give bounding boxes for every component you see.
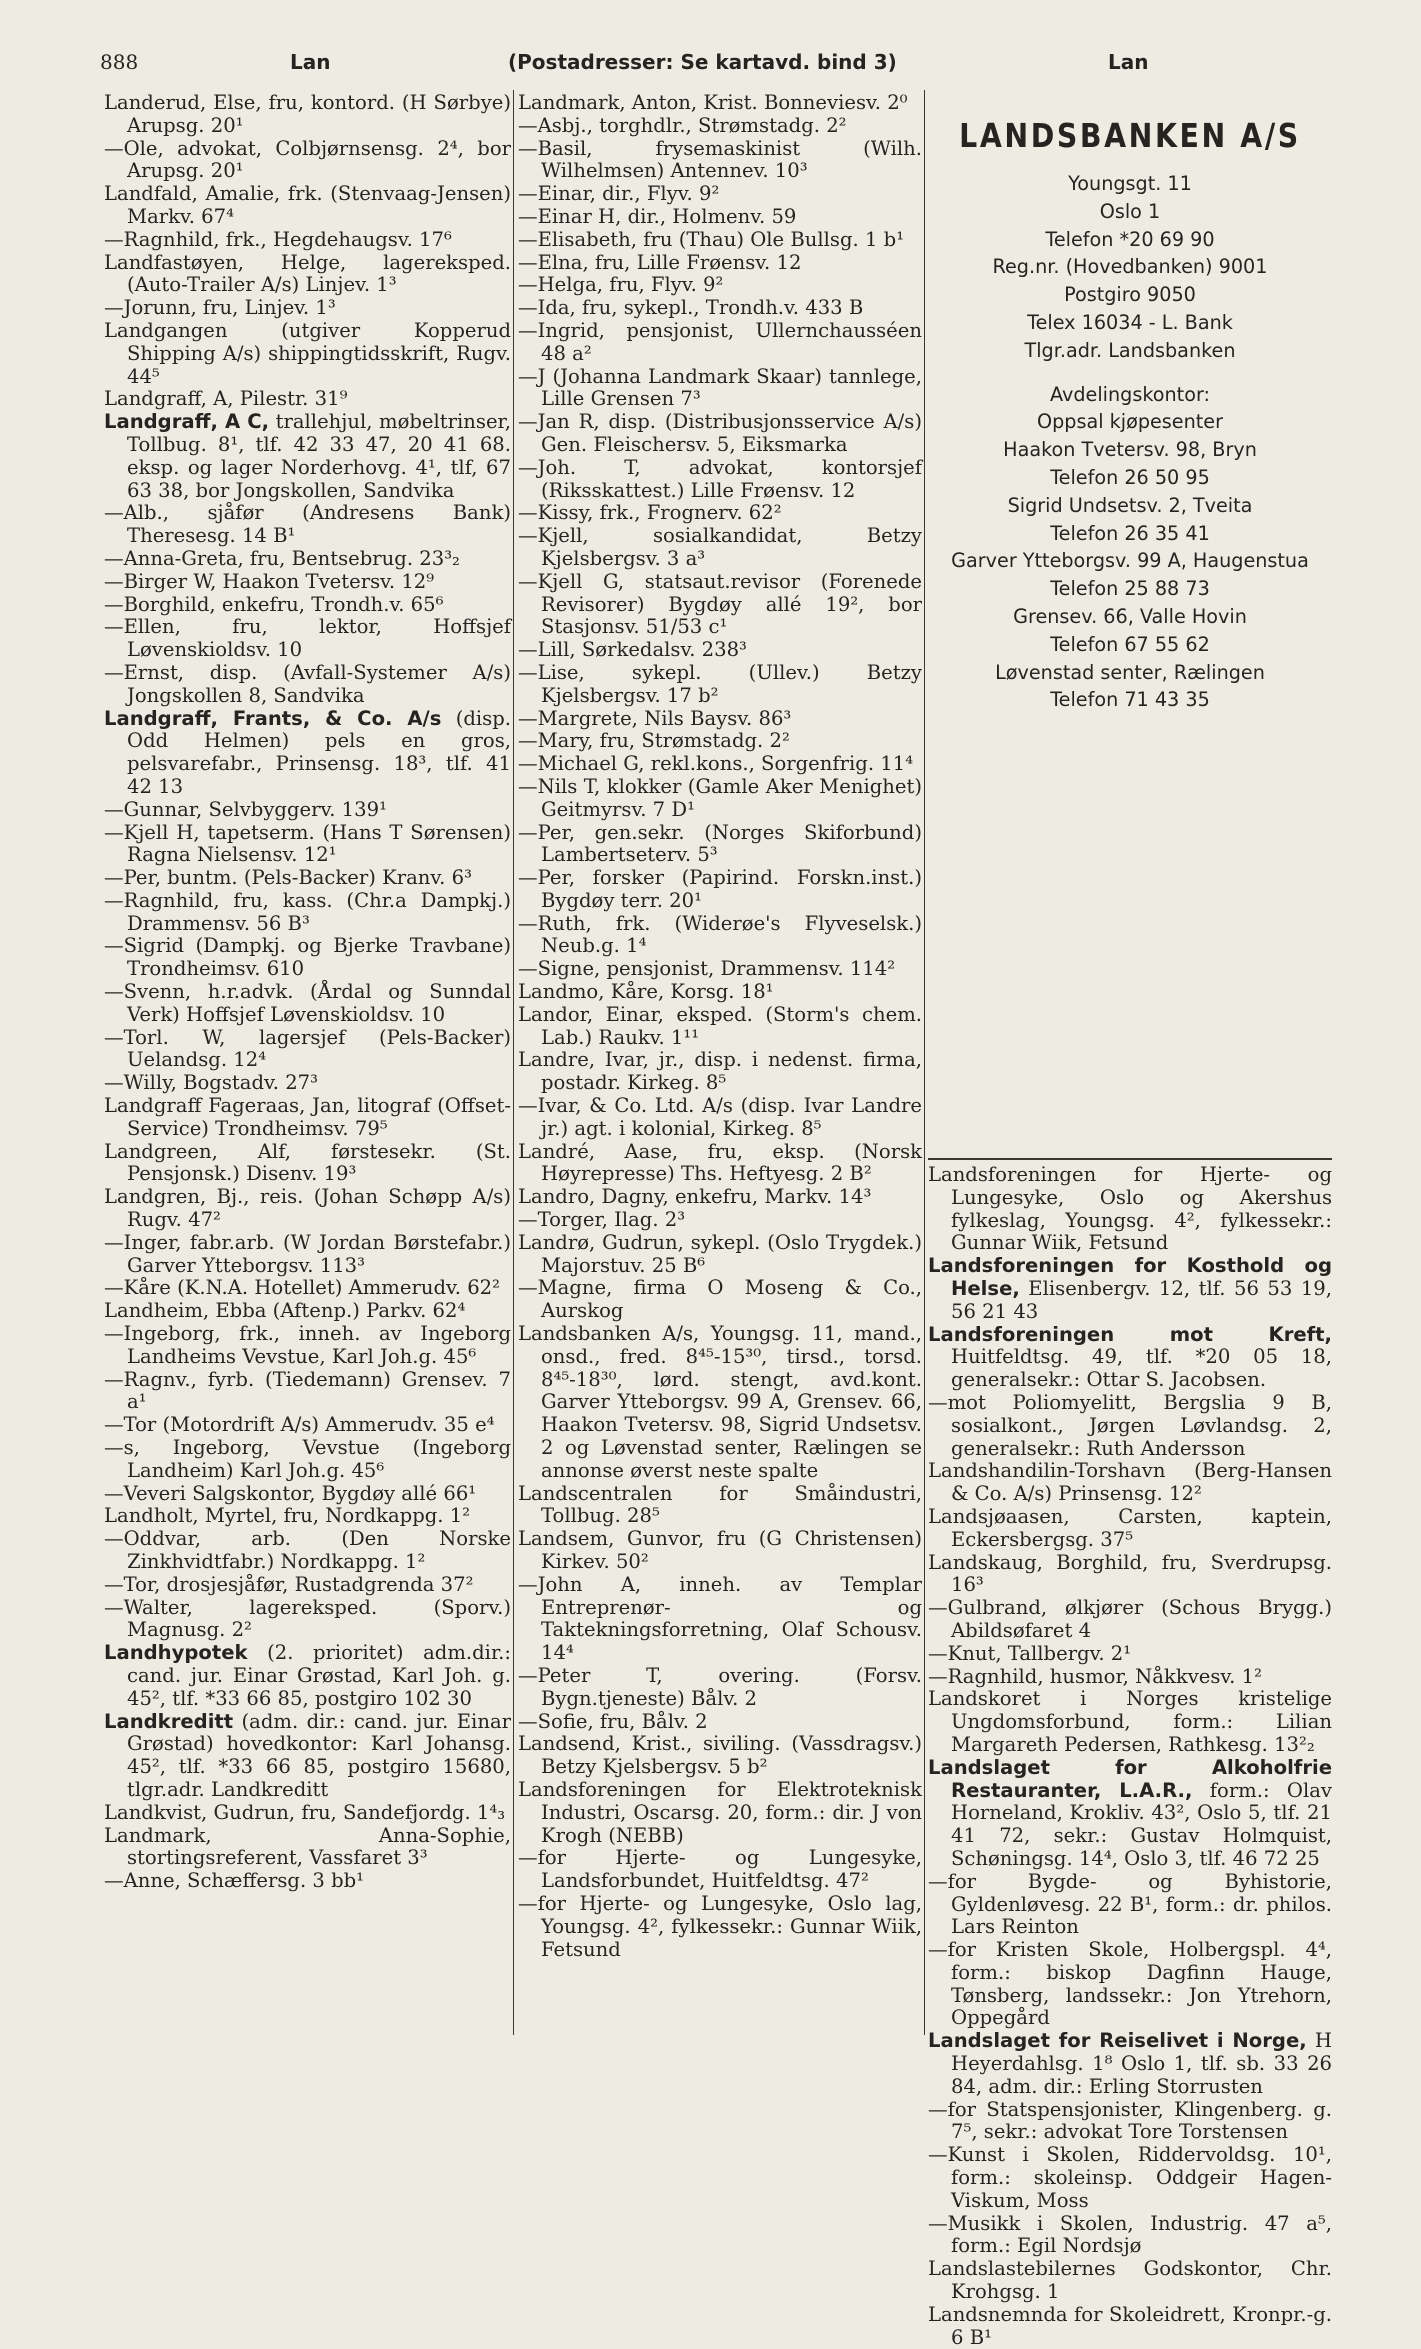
directory-entry bbox=[104, 1232, 511, 1278]
directory-entry bbox=[104, 1597, 511, 1643]
entry-text: Landmark, Anton, Krist. Bonneviesv. 2⁰ bbox=[518, 91, 908, 114]
entry-text: —for Kristen Skole, Holbergspl. 4⁴, form.: biskop Dagfinn Hauge, Tønsberg, landssekr.: Jon Ytrehorn, Oppegård bbox=[928, 1938, 1332, 2030]
entry-text: —Alb., sjåfør (Andresens Bank) Theresesg. 14 B¹ bbox=[104, 501, 511, 548]
entry-text: Landerud, Else, fru, kontord. (H Sørbye) Arupsg. 20¹ bbox=[104, 91, 511, 137]
entry-text: Landgreen, Alf, førstesekr. (St. Pensjonsk.) Disenv. 19³ bbox=[104, 1139, 511, 1186]
entry-text: —Anne, Schæffersg. 3 bb¹ bbox=[104, 1869, 365, 1893]
directory-entry bbox=[518, 297, 922, 320]
directory-entry bbox=[518, 366, 922, 412]
directory-entry bbox=[928, 1392, 1332, 1460]
ad-branch-line: Oppsal kjøpesenter bbox=[1037, 410, 1223, 434]
directory-entry bbox=[104, 1186, 511, 1232]
directory-entry bbox=[518, 662, 922, 708]
directory-entry bbox=[518, 502, 922, 525]
entry-text: Landsbanken A/s, Youngsg. 11, mand., onsd., fred. 8⁴⁵-15³⁰, tirsd., torsd. 8⁴⁵-18³⁰, lørd. stengt, avd.kont. Garver Ytteborgsv. 99 A, Grensev. 66, Haakon Tvetersv. 98, Sigrid Undsetsv. 2 og Løvenstad senter, Rælingen se annonse øverst neste spalte bbox=[518, 1322, 922, 1482]
directory-entry bbox=[518, 1095, 922, 1141]
ad-branch-line: Garver Ytteborgsv. 99 A, Haugenstua bbox=[951, 549, 1309, 573]
entry-text: Landfald, Amalie, frk. (Stenvaag-Jensen) Markv. 67⁴ bbox=[104, 182, 511, 228]
entry-text: Landskaug, Borghild, fru, Sverdrupsg. 16³ bbox=[928, 1550, 1332, 1597]
entry-text: —Torger, Ilag. 2³ bbox=[518, 1208, 686, 1232]
entry-text: —Tor, drosjesjåfør, Rustadgrenda 37² bbox=[104, 1572, 474, 1596]
directory-entry bbox=[518, 1232, 922, 1278]
ad-branch-line: Telefon 25 88 73 bbox=[1050, 577, 1210, 601]
directory-entry bbox=[104, 411, 511, 502]
ad-branches-heading: Avdelingskontor: bbox=[1050, 382, 1210, 406]
ad-branch-line: Løvenstad senter, Rælingen bbox=[995, 660, 1265, 684]
entry-text: H Heyerdahlsg. 1⁸ Oslo 1, tlf. sb. 33 26 84, adm. dir.: Erling Storrusten bbox=[951, 2029, 1332, 2098]
directory-entry bbox=[104, 708, 511, 799]
directory-entry bbox=[518, 274, 922, 297]
directory-entry bbox=[928, 2258, 1332, 2304]
directory-entry bbox=[518, 639, 922, 662]
directory-entry bbox=[104, 183, 511, 229]
entry-text: —for Bygde- og Byhistorie, Gyldenløvesg. 22 B¹, form.: dr. philos. Lars Reinton bbox=[928, 1869, 1332, 1939]
directory-entry bbox=[518, 1277, 922, 1323]
directory-entry bbox=[518, 913, 922, 959]
directory-entry bbox=[928, 1757, 1332, 1871]
entry-text: Landsforeningen for Hjerte- og Lungesyke, Oslo og Akershus fylkeslag, Youngsg. 4², fylkessekr.: Gunnar Wiik, Fetsund bbox=[928, 1163, 1332, 1255]
ad-title: LANDSBANKEN A/S bbox=[959, 116, 1301, 155]
entry-text: Landmo, Kåre, Korsg. 18¹ bbox=[518, 980, 774, 1004]
directory-entry bbox=[518, 1186, 922, 1209]
entry-text: trallehjul, møbeltrinser, Tollbug. 8¹, tlf. 42 33 47, 20 41 68. eksp. og lager Norderhovg. 4¹, tlf, 67 63 38, bor Jongskollen, Sandvika bbox=[127, 410, 511, 502]
directory-entry bbox=[104, 1300, 511, 1323]
directory-entry bbox=[518, 1711, 922, 1734]
directory-entry bbox=[104, 1642, 511, 1710]
directory-entry bbox=[104, 1277, 511, 1300]
directory-entry bbox=[104, 935, 511, 981]
entry-text: —Birger W, Haakon Tvetersv. 12⁹ bbox=[104, 569, 435, 593]
directory-entry bbox=[104, 502, 511, 548]
directory-entry bbox=[104, 1825, 511, 1871]
ad-lines bbox=[928, 170, 1332, 365]
directory-entry bbox=[518, 457, 922, 503]
entry-text: —Knut, Tallbergv. 2¹ bbox=[928, 1641, 1132, 1665]
directory-entry bbox=[104, 799, 511, 822]
entry-text: —Helga, fru, Flyv. 9² bbox=[518, 273, 724, 297]
entry-text: Landor, Einar, eksped. (Storm's chem. Lab.) Raukv. 1¹¹ bbox=[518, 1002, 922, 1049]
entry-text: Landrø, Gudrun, sykepl. (Oslo Trygdek.) Majorstuv. 25 B⁶ bbox=[518, 1230, 922, 1277]
entry-text: —Einar H, dir., Holmenv. 59 bbox=[518, 204, 797, 228]
entry-text: —Ellen, fru, lektor, Hoffsjef Løvenskioldsv. 10 bbox=[104, 615, 511, 662]
directory-entry bbox=[104, 1414, 511, 1437]
directory-entry bbox=[518, 1209, 922, 1232]
directory-entry bbox=[518, 958, 922, 981]
entry-text: —Ragnhild, fru, kass. (Chr.a Dampkj.) Drammensv. 56 B³ bbox=[104, 888, 511, 935]
directory-entry bbox=[104, 92, 511, 138]
entry-text: Landsforeningen for Elektroteknisk Industri, Oscarsg. 20, form.: dir. J von Krogh (NEBB) bbox=[518, 1777, 922, 1847]
entry-text: Landro, Dagny, enkefru, Markv. 14³ bbox=[518, 1185, 872, 1209]
ad-line: Telefon *20 69 90 bbox=[1045, 227, 1215, 251]
entry-text: —Jan R, disp. (Distribusjonsservice A/s) Gen. Fleischersv. 5, Eiksmarka bbox=[518, 410, 922, 456]
directory-entry bbox=[104, 867, 511, 890]
directory-entry bbox=[518, 708, 922, 731]
directory-entry bbox=[518, 981, 922, 1004]
entry-text: —Gunnar, Selvbyggerv. 139¹ bbox=[104, 797, 387, 821]
ad-branch-line: Telefon 26 50 95 bbox=[1050, 465, 1210, 489]
entry-text: —Musikk i Skolen, Industrig. 47 a⁵, form.: Egil Nordsjø bbox=[928, 2211, 1332, 2258]
entry-text: —Willy, Bogstadv. 27³ bbox=[104, 1071, 318, 1095]
entry-text: —Kjell, sosialkandidat, Betzy Kjelsbergsv. 3 a³ bbox=[518, 524, 922, 570]
running-head-center: (Postadresser: Se kartavd. bind 3) bbox=[508, 50, 897, 74]
entry-text: —Anna-Greta, fru, Bentsebrug. 23³₂ bbox=[104, 546, 460, 570]
entry-text: Landfastøyen, Helge, lagereksped. (Auto-Trailer A/s) Linjev. 1³ bbox=[104, 250, 511, 297]
entry-text: —Kissy, frk., Frognerv. 62² bbox=[518, 501, 782, 525]
directory-entry bbox=[518, 1779, 922, 1847]
entry-text: Landre, Ivar, jr., disp. i nedenst. firma, postadr. Kirkeg. 8⁵ bbox=[518, 1048, 922, 1095]
ad-line: Postgiro 9050 bbox=[1064, 283, 1196, 307]
directory-entry bbox=[104, 548, 511, 571]
entry-text: —Lill, Sørkedalsv. 238³ bbox=[518, 638, 747, 662]
entry-text: form.: Olav Horneland, Krokliv. 43², Oslo 5, tlf. 21 41 72, sekr.: Gustav Holmquist, Schøningsg. 14⁴, Oslo 3, tlf. 46 72 25 bbox=[951, 1778, 1332, 1870]
directory-entry bbox=[104, 1027, 511, 1073]
entry-text: —for Hjerte- og Lungesyke, Oslo lag, Youngsg. 4², fylkessekr.: Gunnar Wiik, Fetsund bbox=[518, 1891, 922, 1961]
directory-entry bbox=[104, 1072, 511, 1095]
directory-entry bbox=[928, 2144, 1332, 2212]
directory-entry bbox=[104, 1141, 511, 1187]
entry-text: —Ida, fru, sykepl., Trondh.v. 433 B bbox=[518, 296, 864, 320]
entry-text: —Ivar, & Co. Ltd. A/s (disp. Ivar Landre jr.) agt. i kolonial, Kirkeg. 8⁵ bbox=[518, 1094, 922, 1140]
entry-text: —Elna, fru, Lille Frøensv. 12 bbox=[518, 250, 802, 274]
ad-branch-line: Telefon 71 43 35 bbox=[1050, 688, 1210, 712]
entry-text: —J (Johanna Landmark Skaar) tannlege, Lille Grensen 7³ bbox=[518, 364, 922, 411]
directory-entry bbox=[518, 1665, 922, 1711]
directory-entry bbox=[518, 115, 922, 138]
ad-line: Telex 16034 - L. Bank bbox=[1027, 310, 1233, 334]
entry-text: —Tor (Motordrift A/s) Ammerudv. 35 e⁴ bbox=[104, 1413, 495, 1437]
directory-entry bbox=[518, 1141, 922, 1187]
entry-heading: Landgraff, A C, bbox=[104, 410, 270, 434]
directory-entry bbox=[928, 1552, 1332, 1598]
entry-text: Landscentralen for Småindustri, Tollbug. 28⁵ bbox=[518, 1481, 922, 1528]
entry-text: Landmark, Anna-Sophie, stortingsreferent, Vassfaret 3³ bbox=[104, 1823, 511, 1870]
entry-text: —Jorunn, fru, Linjev. 1³ bbox=[104, 296, 336, 320]
column-2 bbox=[518, 92, 922, 2032]
directory-entry bbox=[104, 890, 511, 936]
entry-text: —Asbj., torghdlr., Strømstadg. 2² bbox=[518, 113, 847, 137]
directory-entry bbox=[928, 1164, 1332, 1255]
directory-entry bbox=[518, 1574, 922, 1665]
entry-text: —Svenn, h.r.advk. (Årdal og Sunndal Verk) Hoffsjef Løvenskioldsv. 10 bbox=[104, 980, 511, 1026]
directory-entry bbox=[104, 138, 511, 184]
entry-text: —Ruth, frk. (Widerøe's Flyveselsk.) Neub.g. 1⁴ bbox=[518, 911, 922, 958]
directory-entry bbox=[928, 2304, 1332, 2349]
entry-text: Landsend, Krist., siviling. (Vassdragsv.) Betzy Kjelsbergsv. 5 b² bbox=[518, 1732, 922, 1779]
ad-line: Youngsgt. 11 bbox=[1068, 172, 1192, 195]
entry-text: Landgangen (utgiver Kopperud Shipping A/s) shippingtidsskrift, Rugv. 44⁵ bbox=[104, 318, 511, 388]
entry-text: Landskoret i Norges kristelige Ungdomsforbund, form.: Lilian Margareth Pedersen, Rathkesg. 13²₂ bbox=[928, 1687, 1332, 1756]
ad-line: Tlgr.adr. Landsbanken bbox=[1024, 338, 1236, 362]
entry-text: —Ole, advokat, Colbjørnsensg. 2⁴, bor Arupsg. 20¹ bbox=[104, 136, 511, 183]
directory-entry bbox=[518, 411, 922, 457]
directory-entry bbox=[518, 229, 922, 252]
entry-text: —Oddvar, arb. (Den Norske Zinkhvidtfabr.) Nordkappg. 1² bbox=[104, 1527, 511, 1573]
entry-text: Landheim, Ebba (Aftenp.) Parkv. 62⁴ bbox=[104, 1299, 466, 1323]
entry-text: —for Statspensjonister, Klingenberg. g. 7⁵, sekr.: advokat Tore Torstensen bbox=[928, 2097, 1332, 2144]
directory-entry bbox=[928, 2030, 1332, 2098]
directory-entry bbox=[928, 1255, 1332, 1323]
directory-entry bbox=[104, 1437, 511, 1483]
directory-entry bbox=[518, 776, 922, 822]
entry-text: —Magne, firma O Moseng & Co., Aurskog bbox=[518, 1276, 922, 1323]
entry-text: —Walter, lagereksped. (Sporv.) Magnusg. 2² bbox=[104, 1595, 511, 1642]
entry-text: Huitfeldtsg. 49, tlf. *20 05 18, generalsekr.: Ottar S. Jacobsen. bbox=[951, 1345, 1332, 1392]
entry-heading: Landsforeningen mot Kreft, bbox=[928, 1322, 1332, 1346]
entry-text: —Ernst, disp. (Avfall-Systemer A/s) Jongskollen 8, Sandvika bbox=[104, 660, 511, 707]
directory-entry bbox=[928, 1506, 1332, 1552]
entry-text: Landré, Aase, fru, eksp. (Norsk Høyrepresse) Ths. Heftyesg. 2 B² bbox=[518, 1139, 922, 1186]
directory-entry bbox=[104, 1095, 511, 1141]
ad-branch-line: Haakon Tvetersv. 98, Bryn bbox=[1003, 438, 1257, 462]
entry-text: —for Hjerte- og Lungesyke, Landsforbundet, Huitfeldtsg. 47² bbox=[518, 1846, 922, 1893]
entry-text: Landkvist, Gudrun, fru, Sandefjordg. 1⁴₃ bbox=[104, 1800, 506, 1824]
entry-heading: Landsforeningen for Kosthold og Helse, bbox=[928, 1254, 1332, 1300]
directory-entry bbox=[104, 1870, 511, 1893]
directory-entry bbox=[518, 753, 922, 776]
entry-text: —Kunst i Skolen, Riddervoldsg. 10¹, form.: skoleinsp. Oddgeir Hagen-Viskum, Moss bbox=[928, 2143, 1332, 2212]
directory-entry bbox=[928, 1324, 1332, 1392]
directory-entry bbox=[104, 388, 511, 411]
entry-text: —Veveri Salgskontor, Bygdøy allé 66¹ bbox=[104, 1481, 477, 1505]
entry-text: Landgren, Bj., reis. (Johan Schøpp A/s) Rugv. 47² bbox=[104, 1185, 511, 1232]
directory-entry bbox=[104, 1574, 511, 1597]
directory-entry bbox=[928, 1666, 1332, 1689]
entry-text: —Inger, fabr.arb. (W Jordan Børstefabr.) Garver Ytteborgsv. 113³ bbox=[104, 1230, 511, 1277]
directory-entry bbox=[518, 1528, 922, 1574]
entry-text: —John A, inneh. av Templar Entreprenør- og Taktekningsforretning, Olaf Schousv. 14⁴ bbox=[518, 1572, 922, 1665]
entry-text: —Ingeborg, frk., inneh. av Ingeborg Landheims Vevstue, Karl Joh.g. 45⁶ bbox=[104, 1322, 511, 1368]
directory-entry bbox=[928, 1939, 1332, 2030]
directory-entry bbox=[104, 822, 511, 868]
entry-text: (2. prioritet) adm.dir.: cand. jur. Einar Grøstad, Karl Joh. g. 45², tlf. *33 66 85, postgiro 102 30 bbox=[127, 1641, 511, 1710]
ad-line: Oslo 1 bbox=[1099, 199, 1161, 223]
directory-entry bbox=[104, 1323, 511, 1369]
directory-entry bbox=[518, 730, 922, 753]
column-3 bbox=[928, 1163, 1332, 2349]
running-head-left: Lan bbox=[290, 50, 331, 74]
directory-entry bbox=[928, 2213, 1332, 2259]
directory-entry bbox=[104, 1505, 511, 1528]
entry-text: (adm. dir.: cand. jur. Einar Grøstad) hovedkontor: Karl Johansg. 45², tlf. *33 66 85, postgiro 15680, tlgr.adr. Landkreditt bbox=[127, 1709, 511, 1801]
directory-entry bbox=[104, 1369, 511, 1415]
directory-entry bbox=[518, 138, 922, 184]
ad-branch-line: Telefon 26 35 41 bbox=[1050, 521, 1210, 545]
directory-entry bbox=[518, 1323, 922, 1483]
entry-text: —Nils T, klokker (Gamle Aker Menighet) Geitmyrsv. 7 D¹ bbox=[518, 774, 922, 821]
entry-text: —s, Ingeborg, Vevstue (Ingeborg Landheim) Karl Joh.g. 45⁶ bbox=[104, 1436, 511, 1482]
entry-text: Landholt, Myrtel, fru, Nordkappg. 1² bbox=[104, 1504, 471, 1528]
entry-text: Landgraff Fageraas, Jan, litograf (Offset-Service) Trondheimsv. 79⁵ bbox=[104, 1094, 511, 1140]
directory-entry bbox=[104, 1802, 511, 1825]
entry-text: Landshandilin-Torshavn (Berg-Hansen & Co. A/s) Prinsensg. 12² bbox=[928, 1459, 1332, 1506]
entry-text: —Basil, frysemaskinist (Wilh. Wilhelmsen) Antennev. 10³ bbox=[518, 136, 922, 183]
entry-text: Landsjøaasen, Carsten, kaptein, Eckersbergsg. 37⁵ bbox=[928, 1504, 1332, 1551]
directory-entry bbox=[518, 1733, 922, 1779]
directory-entry bbox=[518, 1483, 922, 1529]
entry-text: —Margrete, Nils Baysv. 86³ bbox=[518, 706, 792, 730]
directory-entry bbox=[104, 252, 511, 298]
directory-entry bbox=[518, 1847, 922, 1893]
directory-entry bbox=[518, 92, 922, 115]
column-divider bbox=[513, 90, 514, 2035]
entry-text: Landslastebilernes Godskontor, Chr. Krohgsg. 1 bbox=[928, 2257, 1332, 2304]
column-divider bbox=[924, 90, 925, 2035]
entry-text: —Elisabeth, fru (Thau) Ole Bullsg. 1 b¹ bbox=[518, 227, 905, 251]
directory-entry bbox=[518, 571, 922, 639]
landsbanken-advertisement bbox=[928, 92, 1332, 1160]
directory-entry bbox=[928, 1871, 1332, 1939]
directory-entry bbox=[518, 1049, 922, 1095]
directory-entry bbox=[104, 1483, 511, 1506]
directory-entry bbox=[518, 206, 922, 229]
entry-text: —Ingrid, pensjonist, Ullernchausséen 48 a² bbox=[518, 318, 922, 365]
entry-text: —Joh. T, advokat, kontorsjef (Riksskattest.) Lille Frøensv. 12 bbox=[518, 455, 922, 502]
entry-text: —Kjell H, tapetserm. (Hans T Sørensen) Ragna Nielsensv. 12¹ bbox=[104, 820, 511, 867]
entry-text: —Signe, pensjonist, Drammensv. 114² bbox=[518, 957, 896, 981]
entry-text: —Ragnhild, husmor, Nåkkvesv. 1² bbox=[928, 1664, 1262, 1688]
entry-text: —Per, buntm. (Pels-Backer) Kranv. 6³ bbox=[104, 866, 472, 890]
entry-text: —Ragnhild, frk., Hegdehaugsv. 17⁶ bbox=[104, 227, 452, 251]
directory-entry bbox=[104, 981, 511, 1027]
directory-entry bbox=[104, 594, 511, 617]
entry-text: —Per, forsker (Papirind. Forskn.inst.) Bygdøy terr. 20¹ bbox=[518, 866, 922, 912]
entry-heading: Landslaget for Alkoholfrie Restauranter, L.A.R., bbox=[928, 1755, 1332, 1802]
entry-text: —Peter T, overing. (Forsv. Bygn.tjeneste) Bålv. 2 bbox=[518, 1663, 922, 1710]
entry-text: —Ragnv., fyrb. (Tiedemann) Grensev. 7 a¹ bbox=[104, 1367, 511, 1414]
directory-entry bbox=[518, 252, 922, 275]
entry-text: —Michael G, rekl.kons., Sorgenfrig. 11⁴ bbox=[518, 752, 914, 776]
entry-text: —Gulbrand, ølkjører (Schous Brygg.) Abildsøfaret 4 bbox=[928, 1596, 1332, 1642]
directory-entry bbox=[104, 571, 511, 594]
ad-branch-line: Grensev. 66, Valle Hovin bbox=[1013, 604, 1247, 628]
running-head-right: Lan bbox=[1108, 50, 1149, 74]
entry-text: —Lise, sykepl. (Ullev.) Betzy Kjelsbergsv. 17 b² bbox=[518, 660, 922, 707]
entry-text: Elisenbergv. 12, tlf. 56 53 19, 56 21 43 bbox=[951, 1276, 1332, 1323]
directory-entry bbox=[928, 1460, 1332, 1506]
entry-text: —Kjell G, statsaut.revisor (Forenede Revisorer) Bygdøy allé 19², bor Stasjonsv. 51/53 c¹ bbox=[518, 569, 922, 639]
entry-text: (disp. Odd Helmen) pels en gros, pelsvarefabr., Prinsensg. 18³, tlf. 41 42 13 bbox=[127, 706, 511, 798]
directory-entry bbox=[928, 2099, 1332, 2145]
entry-heading: Landkreditt bbox=[104, 1709, 234, 1733]
directory-entry bbox=[104, 1711, 511, 1802]
entry-text: —Einar, dir., Flyv. 9² bbox=[518, 182, 720, 206]
directory-entry bbox=[518, 1893, 922, 1961]
directory-entry bbox=[104, 297, 511, 320]
ad-line: Reg.nr. (Hovedbanken) 9001 bbox=[992, 255, 1268, 279]
entry-text: —Sigrid (Dampkj. og Bjerke Travbane) Trondheimsv. 610 bbox=[104, 934, 511, 981]
directory-entry bbox=[104, 229, 511, 252]
directory-entry bbox=[518, 183, 922, 206]
directory-entry bbox=[518, 525, 922, 571]
entry-heading: Landgraff, Frants, & Co. A/s bbox=[104, 706, 442, 730]
column-1 bbox=[104, 92, 511, 2032]
entry-text: —Borghild, enkefru, Trondh.v. 65⁶ bbox=[104, 592, 444, 616]
directory-entry bbox=[928, 1643, 1332, 1666]
directory-entry bbox=[104, 1528, 511, 1574]
entry-text: —Mary, fru, Strømstadg. 2² bbox=[518, 729, 790, 753]
entry-text: —Per, gen.sekr. (Norges Skiforbund) Lambertseterv. 5³ bbox=[518, 820, 922, 867]
ad-branch-line: Sigrid Undsetsv. 2, Tveita bbox=[1007, 493, 1253, 517]
directory-entry bbox=[518, 320, 922, 366]
page-number: 888 bbox=[100, 50, 139, 74]
entry-text: —Torl. W, lagersjef (Pels-Backer) Uelandsg. 12⁴ bbox=[104, 1025, 511, 1072]
ad-branches bbox=[928, 408, 1332, 714]
directory-entry bbox=[104, 662, 511, 708]
entry-text: Landsem, Gunvor, fru (G Christensen) Kirkev. 50² bbox=[518, 1527, 922, 1573]
directory-entry bbox=[104, 616, 511, 662]
entry-text: —Kåre (K.N.A. Hotellet) Ammerudv. 62² bbox=[104, 1276, 500, 1300]
directory-entry bbox=[518, 1004, 922, 1050]
entry-text: Landgraff, A, Pilestr. 31⁹ bbox=[104, 387, 348, 411]
entry-text: —Sofie, fru, Bålv. 2 bbox=[518, 1709, 708, 1733]
directory-entry bbox=[928, 1688, 1332, 1756]
directory-entry bbox=[104, 320, 511, 388]
directory-entry bbox=[518, 867, 922, 913]
entry-text: Landsnemnda for Skoleidrett, Kronpr.-g. 6 B¹ bbox=[928, 2302, 1332, 2349]
ad-branch-line: Telefon 67 55 62 bbox=[1050, 632, 1210, 656]
entry-heading: Landslaget for Reiselivet i Norge, bbox=[928, 2029, 1307, 2053]
directory-entry bbox=[518, 822, 922, 868]
entry-heading: Landhypotek bbox=[104, 1641, 248, 1665]
directory-entry bbox=[928, 1597, 1332, 1643]
entry-text: —mot Poliomyelitt, Bergslia 9 B, sosialkont., Jørgen Løvlandsg. 2, generalsekr.: Ruth Andersson bbox=[928, 1390, 1332, 1460]
